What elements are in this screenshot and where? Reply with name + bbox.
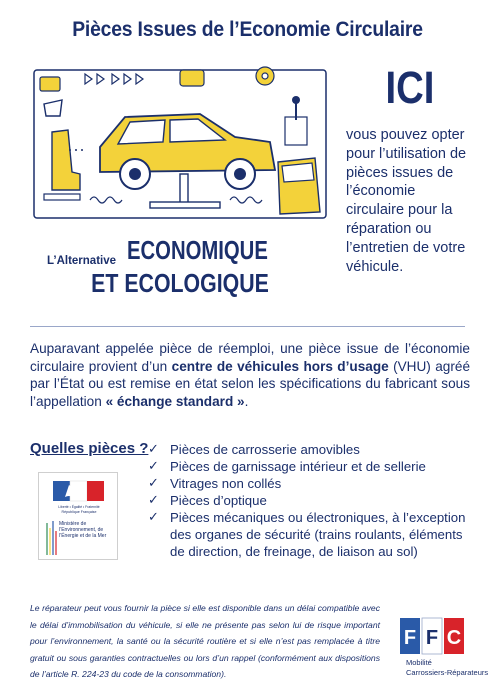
ffc-caption (406, 658, 488, 678)
pieces-list (148, 441, 468, 560)
list-item: ✓ Pièces d’optique (148, 492, 468, 509)
ici-heading: ICI (385, 62, 435, 113)
ministry-logo (38, 472, 118, 560)
ffc-letter-f2: F (425, 627, 439, 649)
ffc-letter-c: C (446, 627, 462, 649)
quelles-pieces-heading: Quelles pièces ? (30, 440, 149, 457)
alternative-label: L’Alternative (47, 255, 117, 267)
ffc-letter-f1: F (403, 627, 417, 649)
ecologique-heading: ET ECOLOGIQUE (91, 268, 269, 298)
list-item: ✓ Pièces mécaniques ou électroniques, à l’exception des organes de sécurité (trains roulants, éléments de direction, de freinage, de liaison au sol) (148, 509, 468, 560)
intro-paragraph (30, 340, 470, 410)
ffc-line2: Carrossiers-Réparateurs (406, 668, 489, 677)
logo-ministry-text: Ministère de l’Environnement, de l’Énergie et de la Mer (59, 521, 107, 539)
ministry-logo-graphic (39, 473, 119, 561)
list-item: ✓ Vitrages non collés (148, 475, 468, 492)
list-item: ✓ Pièces de garnissage intérieur et de sellerie (148, 458, 468, 475)
logo-republic: République Française (61, 510, 97, 514)
intro-text-1: Auparavant appelée pièce de réemploi, une pièce issue de l’économie circulaire provient d’un (30, 341, 470, 374)
intro-text-3: . (244, 393, 249, 409)
intro-bold-vhu: centre de véhicules hors d’usage (171, 358, 389, 374)
intro-bold-echange: « échange standard » (105, 393, 245, 409)
section-divider (30, 326, 465, 327)
logo-motto: Liberté • Égalité • Fraternité (58, 505, 100, 509)
page-title: Pièces Issues de l’Economie Circulaire (72, 18, 423, 41)
intro-text-2: (VHU) agréé par l’État ou est remise en état selon les spécifications du fabricant sous l’appellation (30, 358, 471, 409)
footer-notice: Le réparateur peut vous fournir la pièce si elle est disponible dans un délai compatible avec le délai d’immobilisation du véhicule, si elle ne présente pas selon lui de risque important pour l’environnement, la santé ou la sécurité routière et si elle n’est pas remplacée à titre gratuit ou sous garanties contractuelles ou lors d’un rappel (conformément aux dispositions de l’article R. 224-23 du code de la consommation). (30, 603, 380, 679)
list-item: ✓ Pièces de carrosserie amovibles (148, 441, 468, 458)
ffc-line1: Mobilité (406, 658, 432, 667)
car-repair-illustration (30, 62, 330, 222)
economique-heading: ECONOMIQUE (127, 235, 268, 265)
ici-description: vous pouvez opter pour l’utilisation de pièces issues de l’économie circulaire pour la réparation ou l’entretien de votre véhicule. (346, 127, 467, 275)
